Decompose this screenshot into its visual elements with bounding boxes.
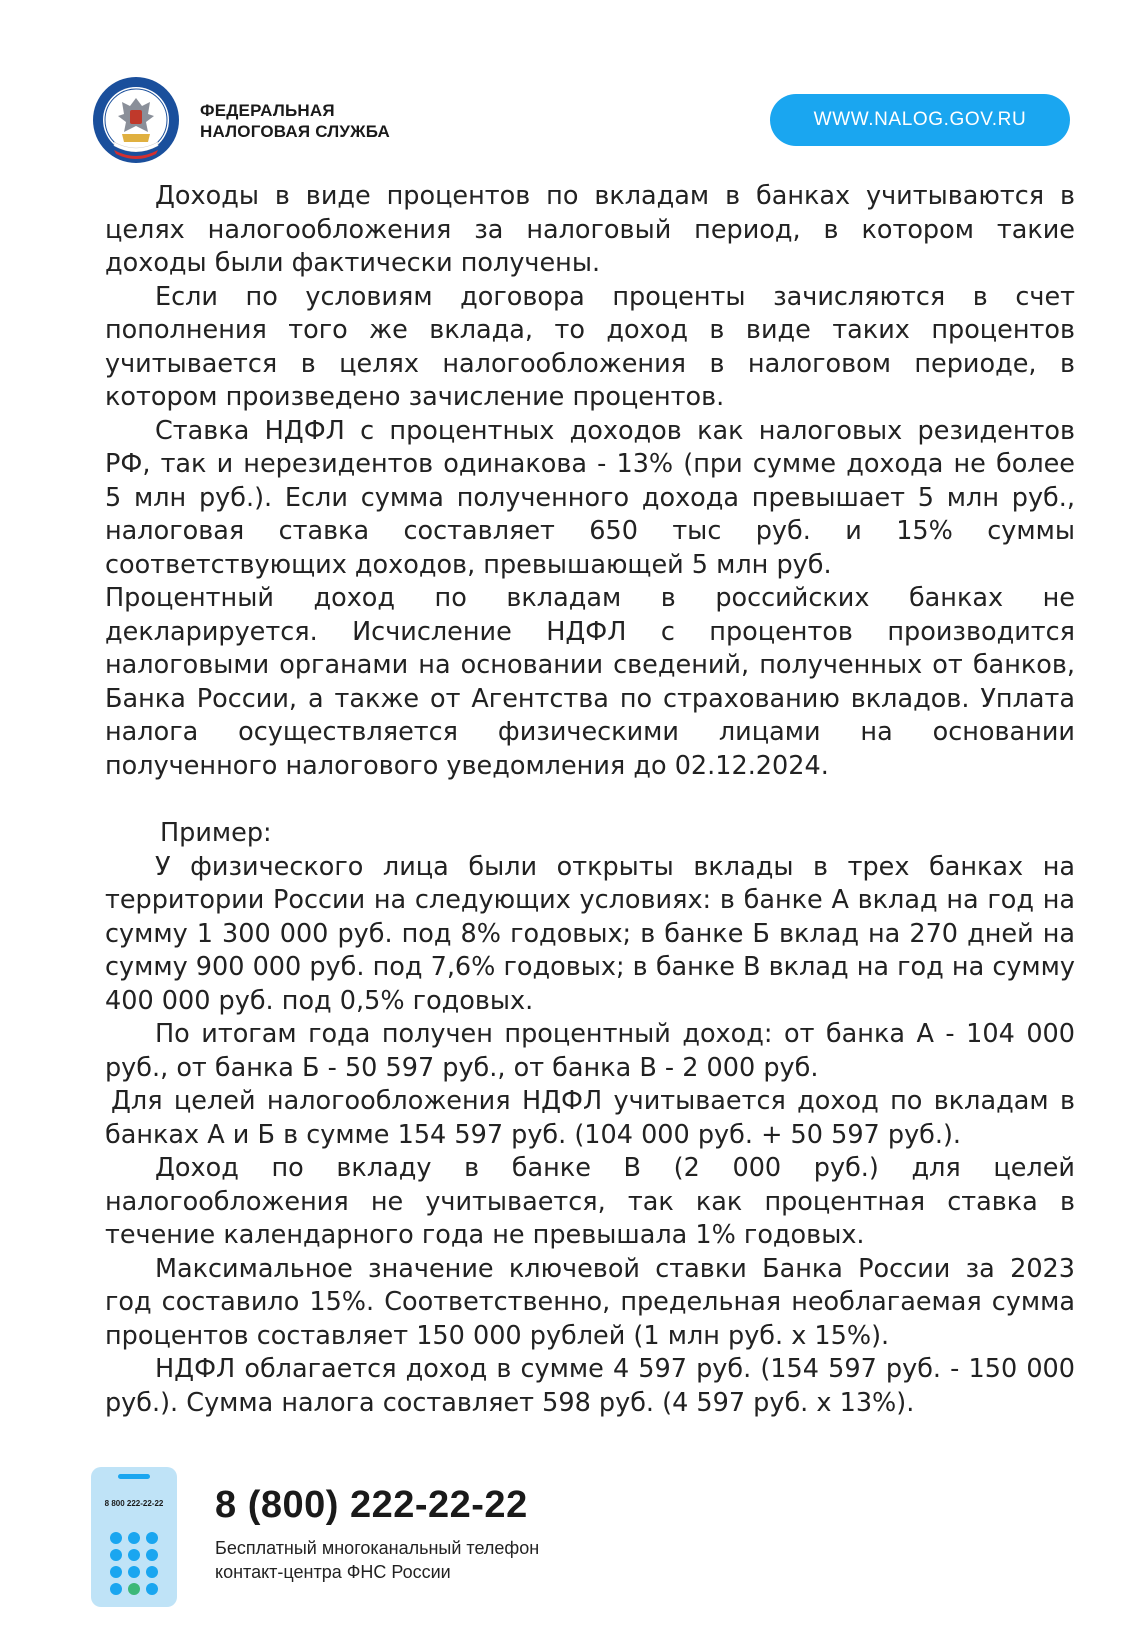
hotline-desc-line1: Бесплатный многоканальный телефон: [215, 1538, 540, 1558]
paragraph-4: Процентный доход по вкладам в российских банках не декларируется. Исчисление НДФЛ с процентов производится налоговыми органами на основании сведений, полученных от банков, Банка России, а также от Агентства по страхованию вкладов. Уплата налога осуществляется физическими лицами на основании полученного налогового уведомления до 02.12.2024.: [105, 583, 1075, 781]
paragraph-8: Доход по вкладу в банке В (2 000 руб.) для целей налогообложения не учитывается, так как процентная ставка в течение календарного года не превышала 1% годовых.: [105, 1153, 1075, 1250]
paragraph-3: Ставка НДФЛ с процентных доходов как налоговых резидентов РФ, так и нерезидентов одинакова - 13% (при сумме дохода не более 5 млн руб.). Если сумма полученного дохода превышает 5 млн руб., налоговая ставка составляет 650 тыс руб. и 15% суммы соответствующих доходов, превышающей 5 млн руб.: [105, 415, 1075, 580]
example-heading: Пример:: [160, 818, 272, 848]
article-body: [105, 180, 1075, 1420]
org-name: [200, 100, 390, 142]
phone-screen-text: 8 800 222-22-22: [104, 1499, 164, 1508]
hotline-number[interactable]: 8 (800) 222-22-22: [215, 1484, 528, 1526]
org-name-line1: ФЕДЕРАЛЬНАЯ: [200, 101, 335, 120]
paragraph-9: Максимальное значение ключевой ставки Банка России за 2023 год составило 15%. Соответственно, предельная необлагаемая сумма процентов составляет 150 000 рублей (1 млн руб. х 15%).: [105, 1253, 1075, 1351]
org-name-line2: НАЛОГОВАЯ СЛУЖБА: [200, 122, 390, 141]
phone-keypad-icon: [90, 1466, 178, 1608]
paragraph-5: У физического лица были открыты вклады в трех банках на территории России на следующих условиях: в банке А вклад на год на сумму 1 300 000 руб. под 8% годовых; в банке Б вклад на 270 дней на сумму 900 000 руб. под 7,6% годовых; в банке В вклад на год на сумму 400 000 руб. под 0,5% годовых.: [105, 851, 1075, 1016]
paragraph-7: Для целей налогообложения НДФЛ учитывается доход по вкладам в банках А и Б в сумме 154 597 руб. (104 000 руб. + 50 597 руб.).: [105, 1086, 1075, 1150]
spacer: [105, 783, 1075, 817]
fns-emblem-icon: [92, 76, 180, 164]
paragraph-2: Если по условиям договора проценты зачисляются в счет пополнения того же вклада, то доход в виде таких процентов учитывается в целях налогообложения в налоговом периоде, в котором произведено зачисление процентов.: [105, 281, 1075, 412]
website-link[interactable]: WWW.NALOG.GOV.RU: [770, 94, 1070, 146]
hotline-desc-line2: контакт-центра ФНС России: [215, 1562, 451, 1582]
paragraph-10: НДФЛ облагается доход в сумме 4 597 руб. (154 597 руб. - 150 000 руб.). Сумма налога составляет 598 руб. (4 597 руб. х 13%).: [105, 1354, 1075, 1418]
hotline-description: [215, 1536, 539, 1584]
paragraph-1: Доходы в виде процентов по вкладам в банках учитываются в целях налогообложения за налоговый период, в котором такие доходы были фактически получены.: [105, 181, 1075, 278]
paragraph-6: По итогам года получен процентный доход: от банка А - 104 000 руб., от банка Б - 50 597 руб., от банка В - 2 000 руб.: [105, 1019, 1075, 1083]
